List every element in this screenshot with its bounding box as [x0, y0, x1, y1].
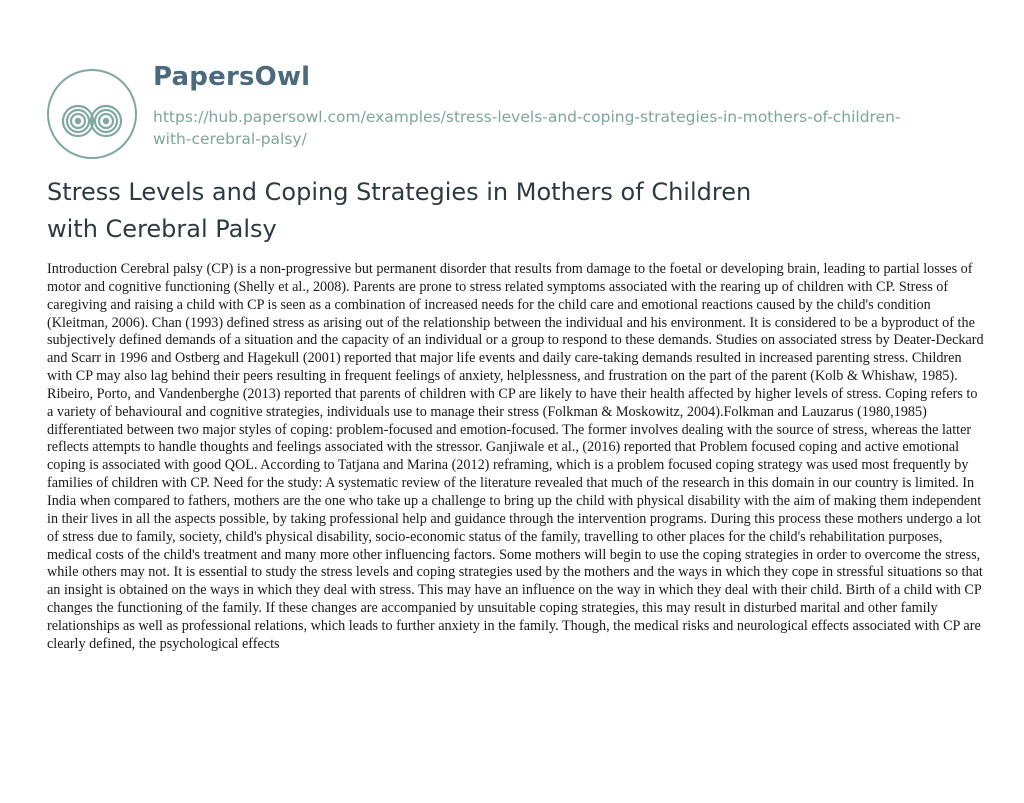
essay-body: Introduction Cerebral palsy (CP) is a non-progressive but permanent disorder that results from damage to the foetal or developing brain, leading to partial losses of motor and cognitive functioning (Shelly et al., 2008). Parents are prone to stress related symptoms associated with the rearing up of children with CP. Stress of caregiving and raising a child with CP is seen as a combination of increased needs for the child care and emotional reactions caused by the child's condition (Kleitman, 2006). Chan (1993) defined stress as arising out of the relationship between the individual and his environment. It is considered to be a byproduct of the subjectively defined demands of a situation and the capacity of an individual or a group to respond to these demands. Studies on associated stress by Deater-Deckard and Scarr in 1996 and Ostberg and Hagekull (2001) reported that major life events and daily care-taking demands resulted in increased parenting stress. Children with CP may also lag behind their peers resulting in frequent feelings of anxiety, helplessness, and frustration on the part of the parent (Kolb & Whishaw, 1985). Ribeiro, Porto, and Vandenberghe (2013) reported that parents of children with CP are likely to have their health affected by higher levels of stress. Coping refers to a variety of behavioural and cognitive strategies, individuals use to manage their stress (Folkman & Moskowitz, 2004).Folkman and Lauzarus (1980,1985) differentiated between two major styles of coping: problem-focused and emotion-focused. The former involves dealing with the source of stress, whereas the latter reflects attempts to handle thoughts and feelings associated with the stressor. Ganjiwale et al., (2016) reported that Problem focused coping and active emotional coping is associated with good QOL. According to Tatjana and Marina (2012) reframing, which is a problem focused coping strategy was used most frequently by families of children with CP. Need for the study: A systematic review of the literature revealed that much of the research in this domain in our country is limited. In India when compared to fathers, mothers are the one who take up a challenge to bring up the child with physical disability with the aim of making them independent in their lives in all the aspects possible, by taking professional help and guidance through the intervention programs. During this process these mothers undergo a lot of stress due to family, society, child's physical disability, socio-economic status of the family, travelling to other places for the child's rehabilitation purposes, medical costs of the child's treatment and many more other influencing factors. Some mothers will begin to use the coping strategies in order to overcome the stress, while others may not. It is essential to study the stress levels and coping strategies used by the mothers and the ways in which they cope in stressful situations so that an insight is obtained on the ways in which they deal with stress. This may have an influence on the way in which they deal with their child. Birth of a child with CP changes the functioning of the family. If these changes are accompanied by unsuitable coping strategies, this may result in disturbed marital and other family relationships as well as professional relations, which leads to further anxiety in the family. Though, the medical risks and neurological effects associated with CP are clearly defined, the psychological effects [47, 261, 984, 652]
brand-name[interactable]: PapersOwl [153, 62, 311, 92]
papersowl-owl-eyes-icon [47, 69, 137, 159]
source-url-link[interactable]: https://hub.papersowl.com/examples/stress-levels-and-coping-strategies-in-mothers-of-children-with-cerebral-palsy/ [153, 108, 901, 148]
essay-title: Stress Levels and Coping Strategies in Mothers of Children with Cerebral Palsy [47, 178, 752, 243]
